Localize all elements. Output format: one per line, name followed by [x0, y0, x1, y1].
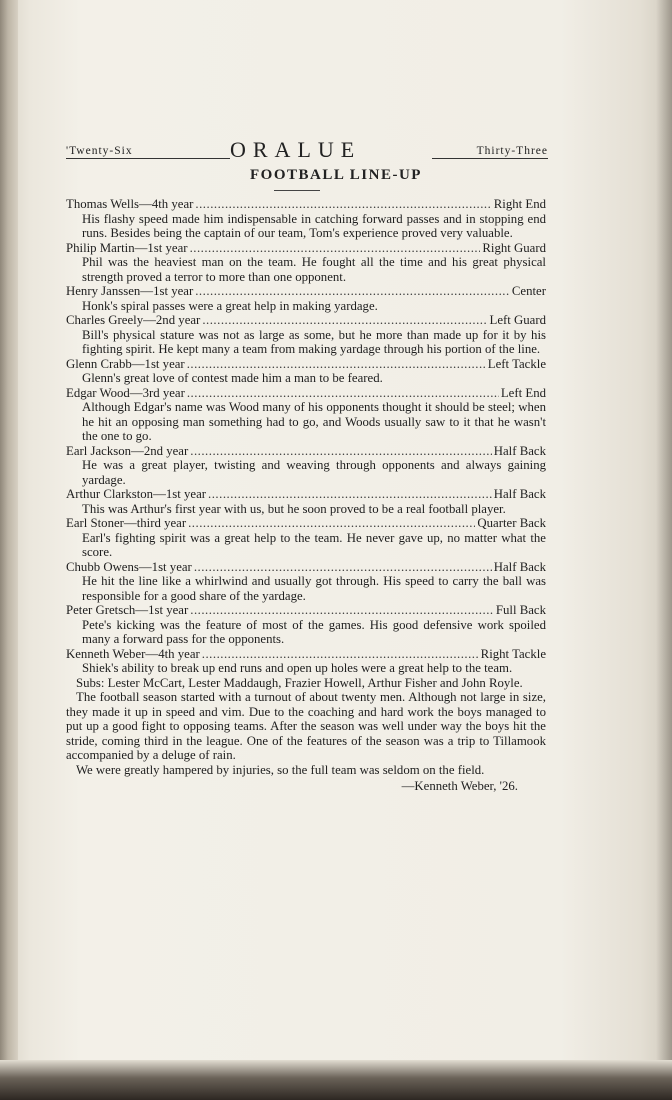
dot-leader: [195, 284, 510, 299]
header-right-text: Thirty-Three: [476, 145, 548, 157]
player-list: [66, 197, 546, 676]
player-position: Quarter Back: [477, 516, 546, 530]
player-entry: [66, 313, 546, 357]
player-name: Chubb Owens—1st year: [66, 559, 192, 574]
player-description: Shiek's ability to break up end runs and open up holes were a great help to the team.: [82, 661, 513, 675]
player-entry: [66, 197, 546, 241]
player-name: Peter Gretsch—1st year: [66, 603, 189, 617]
running-header: [66, 138, 548, 164]
author-signature: —Kenneth Weber, '26.: [401, 779, 518, 793]
player-heading-line: [66, 444, 546, 459]
player-description: Although Edgar's name was Wood many of his opponents thought it should be steel; when he hit an opposing man something had to go, and Woods usually saw to it that he wasn't the one to go.: [82, 400, 546, 443]
title-underline: [274, 190, 320, 191]
page-bottom-shadow: [0, 1060, 672, 1100]
player-entry: [66, 516, 546, 560]
player-heading-line: [66, 284, 546, 299]
player-name: Earl Stoner—third year: [66, 516, 187, 530]
player-entry: [66, 357, 546, 386]
subs-line: Subs: Lester McCart, Lester Maddaugh, Frazier Howell, Arthur Fisher and John Royle.: [76, 675, 523, 690]
dot-leader: [194, 560, 492, 575]
player-position: Full Back: [495, 603, 546, 617]
header-title: ORALUE: [230, 137, 362, 162]
player-name: Philip Martin—1st year: [66, 240, 188, 255]
player-name: Edgar Wood—3rd year: [66, 385, 185, 400]
player-heading-line: [66, 313, 546, 328]
player-position: Right Tackle: [480, 646, 546, 661]
player-position: Half Back: [493, 443, 546, 458]
season-paragraph: The football season started with a turnout of about twenty men. Although not large in size, they made it up in speed and vim. Due to the coaching and hard work the boys managed to put up a good fight to opposing teams. After the season was well under way the boys hit the stride, coming third in the league. One of the features of the season was a trip to Tillamook accompanied by a deluge of rain.: [66, 690, 546, 762]
dot-leader: [208, 487, 492, 502]
dot-leader: [202, 313, 487, 328]
player-description: Phil was the heaviest man on the team. He fought all the time and his great physical strength proved a terror to more than one opponent.: [82, 255, 546, 284]
dot-leader: [202, 647, 479, 662]
player-position: Left Tackle: [487, 356, 546, 371]
header-rule-left: [66, 158, 230, 159]
injury-paragraph: We were greatly hampered by injuries, so the full team was seldom on the field.: [76, 762, 485, 777]
player-description: Bill's physical stature was not as large as some, but he more than made up for it by his fighting spirit. He kept many a team from making yardage through his portion of the line.: [82, 327, 546, 356]
header-rule-right: [432, 158, 548, 159]
dot-leader: [187, 357, 486, 372]
dot-leader: [190, 444, 492, 459]
article-body: [66, 197, 546, 794]
player-name: Henry Janssen—1st year: [66, 284, 194, 298]
player-description: Glenn's great love of contest made him a man to be feared.: [82, 371, 383, 385]
player-name: Earl Jackson—2nd year: [66, 443, 189, 458]
player-position: Center: [511, 284, 546, 298]
player-description: His flashy speed made him indispensable in catching forward passes and in stopping end runs. Besides being the captain of our team, Tom's experience proved very valuable.: [82, 211, 546, 240]
dot-leader: [195, 197, 491, 212]
player-entry: [66, 560, 546, 604]
player-description: He hit the line like a whirlwind and usually got through. His speed to carry the ball was responsible for a good share of the yardage.: [82, 574, 546, 603]
player-name: Kenneth Weber—4th year: [66, 646, 200, 661]
player-heading-line: [66, 487, 546, 502]
header-left-text: 'Twenty-Six: [66, 145, 133, 157]
page-edge-shadow: [656, 0, 672, 1070]
dot-leader: [190, 603, 494, 618]
player-heading-line: [66, 241, 546, 256]
player-heading-line: [66, 357, 546, 372]
player-position: Half Back: [493, 487, 546, 501]
player-description: He was a great player, twisting and weaving through opponents and always gaining yardage.: [82, 458, 546, 487]
player-name: Thomas Wells—4th year: [66, 197, 194, 211]
player-entry: [66, 284, 546, 313]
player-name: Glenn Crabb—1st year: [66, 356, 185, 371]
section-title: FOOTBALL LINE-UP: [250, 167, 422, 183]
player-entry: [66, 647, 546, 676]
player-heading-line: [66, 197, 546, 212]
player-entry: [66, 241, 546, 285]
player-position: Right End: [493, 197, 546, 211]
dot-leader: [187, 386, 499, 401]
player-name: Charles Greely—2nd year: [66, 313, 201, 327]
player-heading-line: [66, 560, 546, 575]
player-description: Pete's kicking was the feature of most of the games. His good defensive work spoiled many a forward pass for the opponents.: [82, 617, 546, 646]
player-entry: [66, 487, 546, 516]
player-position: Half Back: [493, 559, 546, 574]
player-heading-line: [66, 603, 546, 618]
player-heading-line: [66, 516, 546, 531]
player-heading-line: [66, 386, 546, 401]
dot-leader: [188, 516, 475, 531]
player-heading-line: [66, 647, 546, 662]
player-position: Left Guard: [489, 313, 546, 327]
player-name: Arthur Clarkston—1st year: [66, 487, 207, 501]
player-description: Honk's spiral passes were a great help in making yardage.: [82, 298, 378, 313]
player-position: Right Guard: [482, 240, 546, 255]
player-description: Earl's fighting spirit was a great help to the team. He never gave up, no matter what the score.: [82, 530, 546, 559]
dot-leader: [190, 241, 481, 256]
player-description: This was Arthur's first year with us, but he soon proved to be a real football player.: [82, 501, 506, 516]
player-position: Left End: [500, 385, 546, 400]
page-binding-shadow: [0, 0, 18, 1100]
player-entry: [66, 603, 546, 647]
player-entry: [66, 386, 546, 444]
player-entry: [66, 444, 546, 488]
